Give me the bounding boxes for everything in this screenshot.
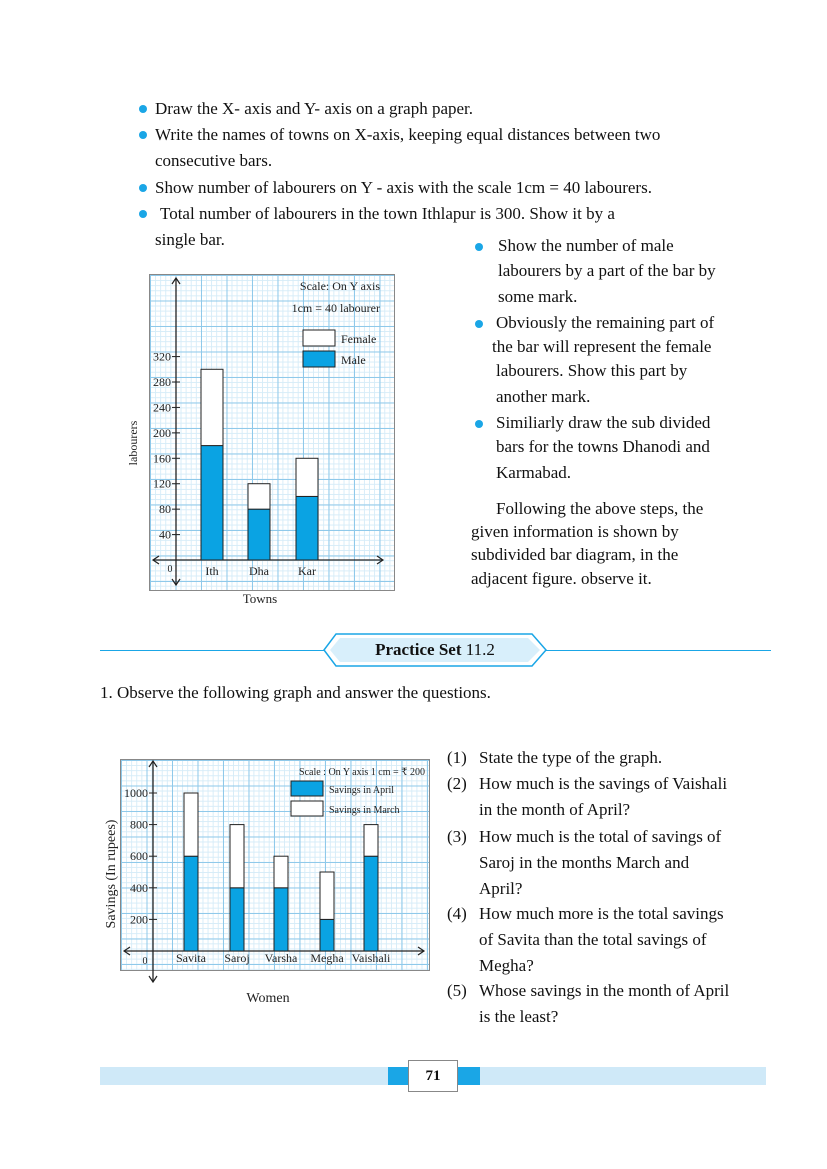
- question-line: How much is the total of savings of: [479, 827, 722, 846]
- y-tick-label: 120: [153, 476, 171, 491]
- question-item: [447, 978, 777, 1030]
- bar-segment: [230, 825, 244, 888]
- y-tick-label: 280: [153, 375, 171, 389]
- question-item: [447, 771, 777, 823]
- y-tick-label: 200: [153, 425, 171, 440]
- x-tick-label: Dha: [249, 564, 269, 578]
- legend-label: Savings in April: [329, 785, 395, 796]
- question-line: How much is the savings of Vaishali: [479, 774, 728, 793]
- legend-label: Female: [341, 332, 377, 346]
- x-axis-title: Towns: [242, 591, 278, 606]
- y-tick-label: 40: [159, 527, 171, 542]
- origin-label: 0: [167, 564, 173, 575]
- instruction-line: some mark.: [498, 287, 578, 306]
- x-tick-label: Savita: [176, 951, 206, 965]
- instruction-line: Karmabad.: [496, 463, 572, 482]
- instruction-line: labourers by a part of the bar by: [498, 261, 716, 280]
- y-tick-label: 80: [159, 502, 171, 517]
- instruction-item: Write the names of towns on X-axis, keeping equal distances between two: [155, 125, 661, 144]
- x-tick-label: Ith: [205, 564, 219, 578]
- paragraph-line: Following the above steps, the: [496, 499, 704, 518]
- x-tick-label: Megha: [310, 951, 344, 965]
- y-tick-label: 400: [130, 880, 148, 895]
- question-item: [447, 824, 777, 902]
- y-tick-label: 240: [153, 400, 171, 415]
- y-tick-label: 600: [130, 849, 148, 864]
- instruction-item: Draw the X- axis and Y- axis on a graph paper.: [155, 99, 474, 118]
- paragraph-line: given information is shown by: [471, 522, 679, 541]
- legend-swatch: [291, 801, 323, 816]
- paragraph-line: subdivided bar diagram, in the: [471, 545, 679, 564]
- question-line: in the month of April?: [479, 800, 631, 819]
- bar-segment: [230, 888, 244, 951]
- instruction-item: single bar.: [155, 230, 225, 249]
- y-tick-label: 200: [130, 912, 148, 927]
- instruction-item: Total number of labourers in the town Ithlapur is 300. Show it by a: [160, 204, 615, 223]
- y-tick-label: 320: [153, 349, 171, 364]
- legend-swatch: [291, 781, 323, 796]
- legend-label: Male: [341, 353, 366, 367]
- instruction-item: consecutive bars.: [155, 151, 273, 170]
- question-number: (2): [447, 774, 467, 793]
- practice-set-number: 11.2: [465, 640, 495, 659]
- question-number: (5): [447, 981, 467, 1000]
- question-number: (3): [447, 827, 467, 846]
- instruction-line: bars for the towns Dhanodi and: [496, 437, 710, 456]
- instruction-line: another mark.: [496, 387, 591, 406]
- question-line: is the least?: [479, 1007, 559, 1026]
- bar-segment: [364, 825, 378, 857]
- question-line: State the type of the graph.: [479, 748, 663, 767]
- question-line: How much more is the total savings: [479, 904, 724, 923]
- question-number: (1): [447, 748, 467, 767]
- question-number: (4): [447, 904, 467, 923]
- y-tick-label: 160: [153, 451, 171, 466]
- origin-label: 0: [142, 956, 148, 967]
- practice-set-label: Practice Set: [375, 640, 462, 659]
- question-line: of Savita than the total savings of: [479, 930, 707, 949]
- paragraph-line: adjacent figure. observe it.: [471, 569, 652, 588]
- instruction-line: the bar will represent the female: [492, 337, 712, 356]
- y-tick-label: 1000: [124, 786, 148, 800]
- instruction-line: Similiarly draw the sub divided: [496, 413, 711, 432]
- question-line: Whose savings in the month of April: [479, 981, 730, 1000]
- bar-segment: [320, 919, 334, 951]
- scale-note: Scale: On Y axis: [299, 279, 380, 293]
- x-tick-label: Kar: [298, 564, 316, 578]
- legend-label: Savings in March: [329, 805, 400, 816]
- scale-note: Scale : On Y axis 1 cm = ₹ 200: [299, 767, 425, 778]
- bar-segment: [274, 856, 288, 888]
- y-tick-label: 800: [130, 817, 148, 832]
- x-tick-label: Saroj: [224, 951, 250, 965]
- question-item: [447, 901, 777, 979]
- bar-segment: [274, 888, 288, 951]
- x-axis-title: Women: [246, 991, 290, 1006]
- instruction-item: Show number of labourers on Y - axis with the scale 1cm = 40 labourers.: [155, 178, 652, 197]
- bar-segment: [320, 872, 334, 919]
- bar-segment: [184, 856, 198, 951]
- instruction-line: Obviously the remaining part of: [496, 313, 715, 332]
- bar-segment: [364, 856, 378, 951]
- question-item: [447, 745, 777, 771]
- question-intro: 1. Observe the following graph and answer the questions.: [100, 683, 491, 702]
- scale-note: 1cm = 40 labourer: [291, 301, 380, 315]
- instruction-line: Show the number of male: [498, 236, 674, 255]
- bar-segment: [184, 793, 198, 856]
- page-number: 71: [408, 1060, 458, 1092]
- question-line: Saroj in the months March and: [479, 853, 690, 872]
- instruction-line: labourers. Show this part by: [496, 361, 688, 380]
- y-axis-title: labourers: [126, 420, 140, 466]
- question-line: April?: [479, 879, 523, 898]
- x-tick-label: Varsha: [264, 951, 298, 965]
- y-axis-title: Savings (In rupees): [104, 819, 119, 929]
- x-tick-label: Vaishali: [351, 951, 391, 965]
- question-line: Megha?: [479, 956, 534, 975]
